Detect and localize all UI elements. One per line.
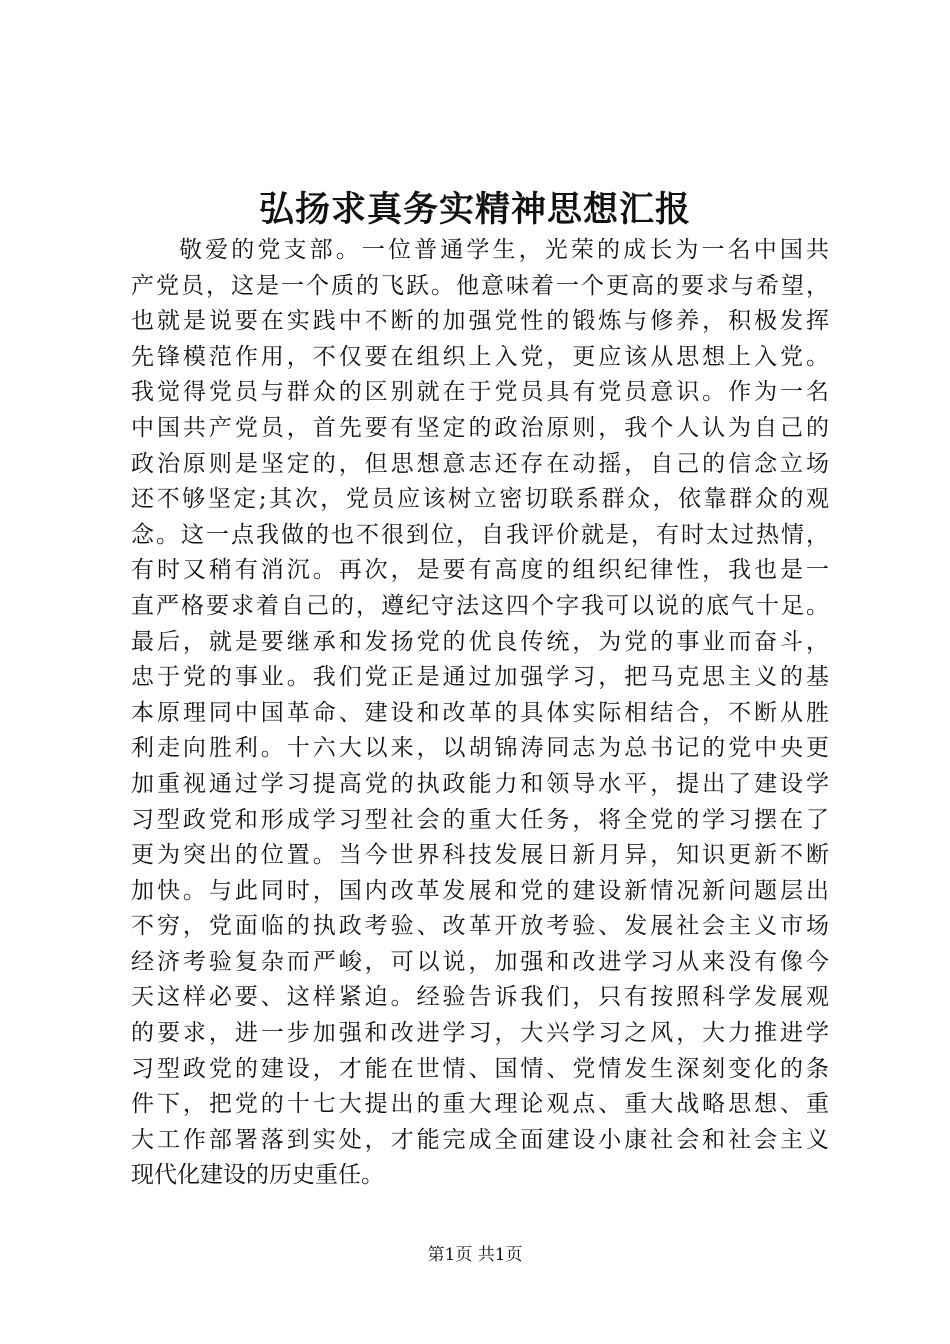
body-line: 有时又稍有消沉。再次，是要有高度的组织纪律性，我也是一 [131,557,829,584]
body-line: 利走向胜利。十六大以来，以胡锦涛同志为总书记的党中央更 [131,735,829,762]
body-line: 大工作部署落到实处，才能完成全面建设小康社会和社会主义 [131,1126,829,1153]
body-line: 不穷，党面临的执政考验、改革开放考验、发展社会主义市场 [131,913,829,940]
body-line: 最后，就是要继承和发扬党的优良传统，为党的事业而奋斗， [131,628,829,655]
body-line: 加重视通过学习提高党的执政能力和领导水平，提出了建设学 [131,770,829,797]
body-line: 件下，把党的十七大提出的重大理论观点、重大战略思想、重 [131,1091,829,1118]
document-title: 弘扬求真务实精神思想汇报 [258,189,691,230]
body-line: 我觉得党员与群众的区别就在于党员具有党员意识。作为一名 [131,379,829,406]
document-body [131,233,829,1194]
body-line: 念。这一点我做的也不很到位，自我评价就是，有时太过热情， [131,521,829,548]
body-line: 直严格要求着自己的，遵纪守法这四个字我可以说的底气十足。 [131,592,829,619]
body-line: 习型政党的建设，才能在世情、国情、党情发生深刻变化的条 [131,1055,829,1082]
body-line: 习型政党和形成学习型社会的重大任务，将全党的学习摆在了 [131,806,829,833]
body-line: 忠于党的事业。我们党正是通过加强学习，把马克思主义的基 [131,664,829,691]
body-line: 政治原则是坚定的，但思想意志还存在动摇，自己的信念立场 [131,450,829,477]
body-line: 的要求，进一步加强和改进学习，大兴学习之风，大力推进学 [131,1020,829,1047]
body-line: 也就是说要在实践中不断的加强党性的锻炼与修养，积极发挥 [131,308,829,335]
body-line: 中国共产党员，首先要有坚定的政治原则，我个人认为自己的 [131,414,829,441]
body-line: 产党员，这是一个质的飞跃。他意味着一个更高的要求与希望， [131,272,829,299]
body-line: 经济考验复杂而严峻，可以说，加强和改进学习从来没有像今 [131,948,829,975]
body-line: 本原理同中国革命、建设和改革的具体实际相结合，不断从胜 [131,699,829,726]
body-line: 先锋模范作用，不仅要在组织上入党，更应该从思想上入党。 [131,343,829,370]
body-line: 更为突出的位置。当今世界科技发展日新月异，知识更新不断 [131,842,829,869]
body-line: 敬爱的党支部。一位普通学生，光荣的成长为一名中国共 [179,237,829,263]
body-line: 现代化建设的历史重任。 [131,1162,384,1189]
body-line: 天这样必要、这样紧迫。经验告诉我们，只有按照科学发展观 [131,984,829,1011]
page-number-footer: 第1页 共1页 [427,1245,523,1265]
body-line: 还不够坚定;其次，党员应该树立密切联系群众，依靠群众的观 [131,486,829,513]
body-line: 加快。与此同时，国内改革发展和党的建设新情况新问题层出 [131,877,829,904]
